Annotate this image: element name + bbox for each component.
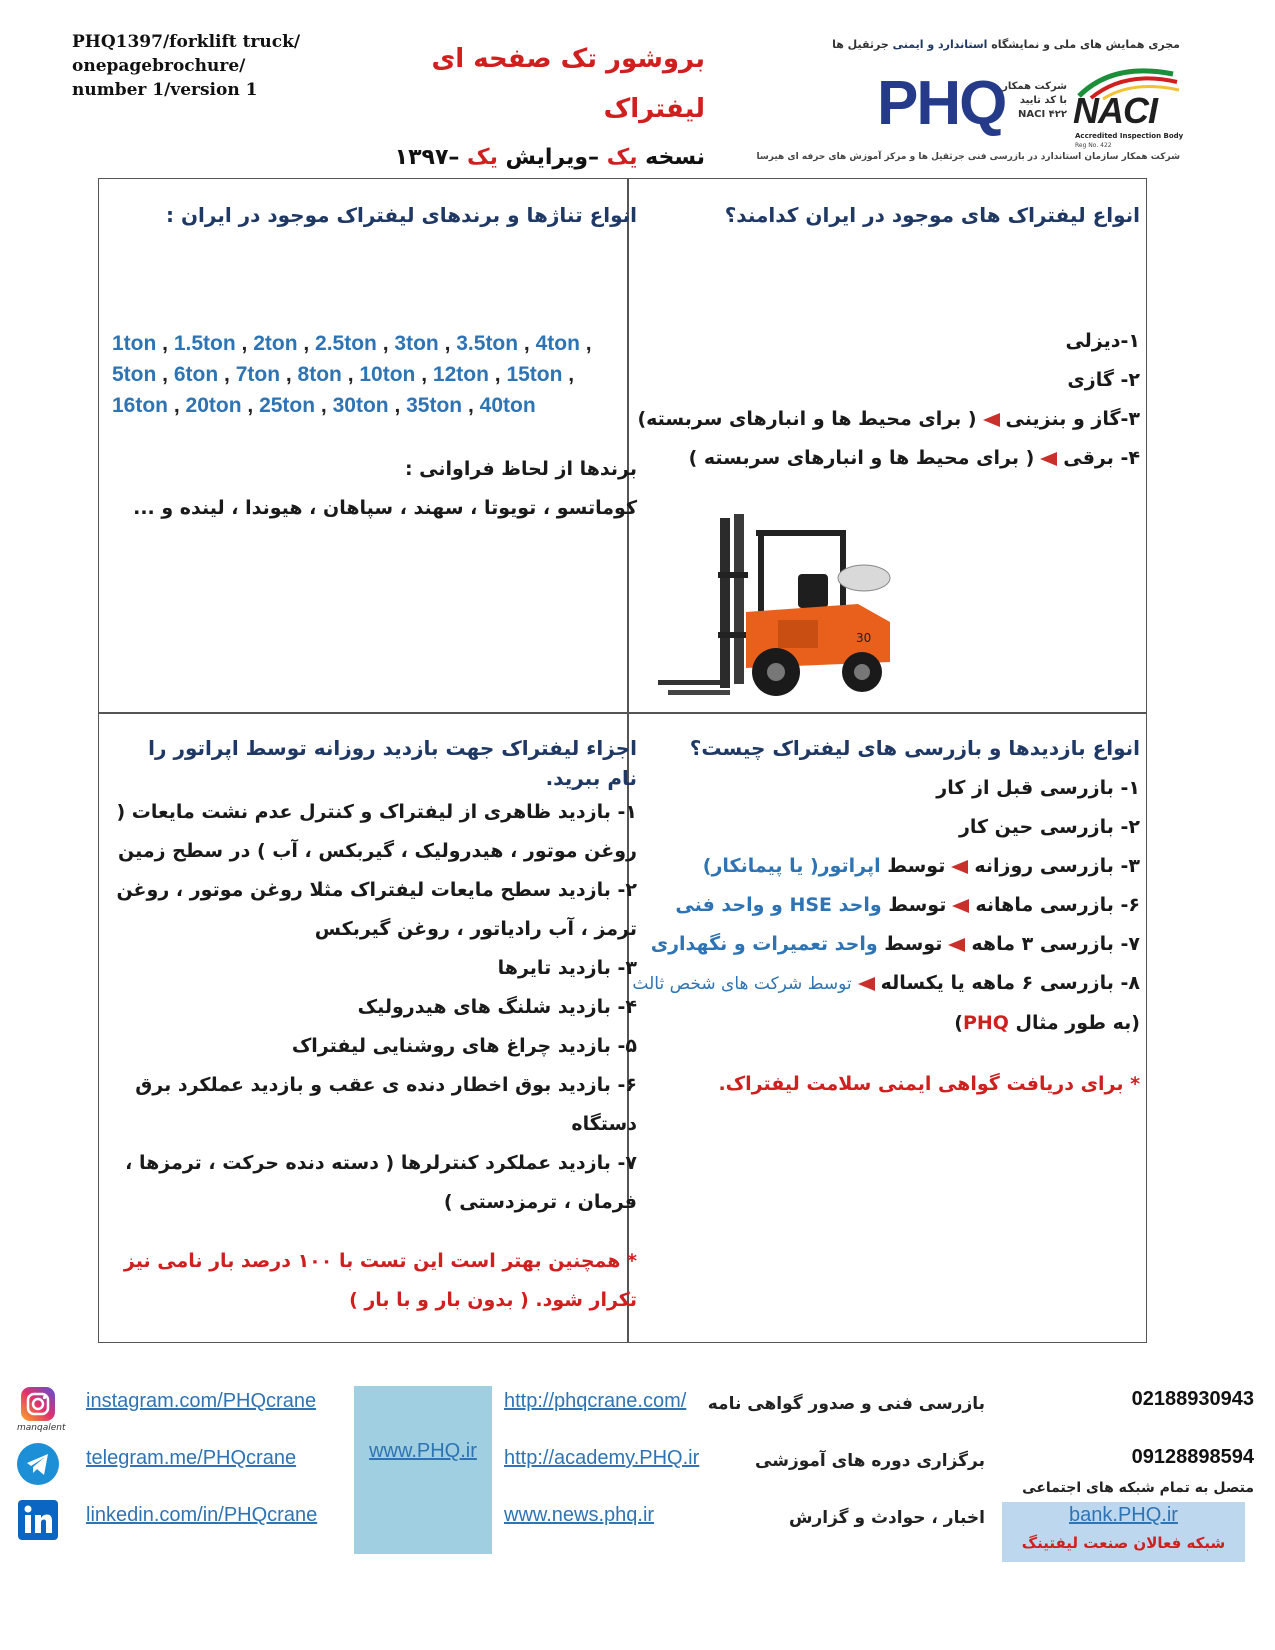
inspection-types-section <box>632 733 1140 1104</box>
list-item: ۲- بازدید سطح مایعات لیفتراک مثلا روغن موتور ، روغن ترمز ، آب رادیاتور ، روغن گیربکس <box>116 879 637 940</box>
logo-tagline: مجری همایش های ملی و نمایشگاه استاندارد و ایمنی جرثقیل ها <box>832 38 1180 51</box>
instagram-caption: manqalent <box>17 1423 66 1433</box>
contact-block <box>960 1388 1254 1498</box>
doc-code-line: PHQ1397/forklift truck/ <box>72 32 301 52</box>
daily-inspection-section <box>112 733 637 1320</box>
tonnage-item: 16ton <box>112 394 169 417</box>
tonnage-item: 30ton <box>332 394 389 417</box>
list-item: ۶- بازرسی ماهانهتوسط واحد HSE و واحد فنی <box>675 894 1140 916</box>
arrow-left-icon <box>948 938 965 952</box>
example-note: (به طور مثال PHQ) <box>954 1012 1140 1034</box>
tonnage-item: 6ton <box>173 363 219 386</box>
phone-number[interactable]: 02188930943 <box>1131 1388 1254 1410</box>
social-connected-note: متصل به تمام شبکه های اجتماعی <box>1022 1480 1254 1496</box>
news-link[interactable]: www.news.phq.ir <box>504 1504 655 1526</box>
site-link[interactable]: www.PHQ.ir <box>369 1440 477 1462</box>
tonnage-item: 3.5ton <box>456 332 519 355</box>
list-item: ۶- بازدید بوق اخطار دنده ی عقب و بازدید عملکرد برق دستگاه <box>135 1074 637 1135</box>
tonnage-item: 35ton <box>406 394 463 417</box>
linkedin-icon[interactable] <box>18 1500 58 1540</box>
tonnage-section <box>112 200 637 230</box>
tonnage-item: 15ton <box>506 363 563 386</box>
tonnage-item: 20ton <box>185 394 242 417</box>
tonnage-item: 7ton <box>235 363 281 386</box>
site-box <box>354 1386 492 1554</box>
tonnage-item: 25ton <box>259 394 316 417</box>
list-item: ۲- بازرسی حین کار <box>958 816 1140 838</box>
arrow-left-icon <box>1040 452 1057 466</box>
brands-list: کوماتسو ، تویوتا ، سهند ، سپاهان ، هیوندا ، لینده و ... <box>133 497 637 519</box>
tonnage-item: 2.5ton <box>315 332 377 355</box>
list-item: ۷- بازدید عملکرد کنترلرها ( دسته دنده حرکت ، ترمزها ، فرمان ، ترمزدستی ) <box>125 1152 637 1213</box>
title-block <box>350 34 705 178</box>
svg-text:30: 30 <box>856 631 872 645</box>
section-title: انواع بازدیدها و بازرسی های لیفتراک چیست؟ <box>689 736 1140 760</box>
list-item: ۸- بازرسی ۶ ماهه یا یکسالهتوسط شرکت های شخص ثالث <box>632 972 1140 994</box>
section-title: انواع تناژها و برندهای لیفتراک موجود در ایران : <box>165 203 637 227</box>
list-item: ۱-دیزلی <box>1065 330 1140 352</box>
list-item: ۴- بازدید شلنگ های هیدرولیک <box>357 996 637 1018</box>
brands-block <box>112 450 637 528</box>
brands-title: برندها از لحاظ فراوانی : <box>404 458 637 480</box>
brochure-title: بروشور تک صفحه ای <box>431 44 705 74</box>
tonnage-item: 3ton <box>394 332 439 355</box>
list-item: ۴- برقی( برای محیط ها و انبارهای سربسته ) <box>688 447 1140 469</box>
list-item: ۷- بازرسی ۳ ماههتوسط واحد تعمیرات و نگهداری <box>650 933 1140 955</box>
tonnage-item: 4ton <box>535 332 580 355</box>
logo-block <box>756 38 1184 168</box>
service-item: بازرسی فنی و صدور گواهی نامه <box>707 1394 985 1414</box>
bank-box <box>1002 1502 1245 1562</box>
tonnage-item: 10ton <box>359 363 416 386</box>
website-link[interactable]: http://phqcrane.com/ <box>504 1390 687 1412</box>
telegram-link[interactable]: telegram.me/PHQcrane <box>86 1447 297 1469</box>
list-item: ۵- بازدید چراغ های روشنایی لیفتراک <box>291 1035 637 1057</box>
arrow-left-icon <box>858 977 875 991</box>
list-item: ۲- گازی <box>1067 369 1140 391</box>
linkedin-link[interactable]: linkedin.com/in/PHQcrane <box>86 1504 318 1526</box>
bank-link[interactable]: bank.PHQ.ir <box>1069 1504 1178 1526</box>
list-item: ۳- بازرسی روزانهتوسط اپراتور( یا پیمانکار) <box>702 855 1140 877</box>
telegram-icon[interactable] <box>16 1442 60 1486</box>
doc-code-line: onepagebrochure/ <box>72 56 246 76</box>
tonnage-item: 12ton <box>432 363 489 386</box>
list-item: ۱- بازرسی قبل از کار <box>936 777 1140 799</box>
instagram-icon[interactable] <box>20 1386 56 1422</box>
phq-logo: PHQ <box>877 69 1006 138</box>
tonnage-item: 2ton <box>253 332 298 355</box>
arrow-left-icon <box>983 413 1000 427</box>
academy-link[interactable]: http://academy.PHQ.ir <box>504 1447 700 1469</box>
version-line: نسخه یک –ویرایش یک –۱۳۹۷ <box>394 145 705 170</box>
mobile-number[interactable]: 09128898594 <box>1131 1446 1254 1468</box>
tonnage-item: 1ton <box>112 332 157 355</box>
certificate-note: * برای دریافت گواهی ایمنی سلامت لیفتراک. <box>718 1073 1140 1095</box>
tonnage-list: 1ton , 1.5ton , 2ton , 2.5ton , 3ton , 3.5ton , 4ton , 5ton , 6ton , 7ton , 8ton , 10ton , 12ton , 15ton , 16ton , 20ton , 25ton , 30ton , 35ton , 40ton <box>112 332 592 417</box>
logo-footnote: شرکت همکار سازمان استاندارد در بازرسی فنی جرثقیل ها و مرکز آموزش های حرفه ای هیرسا <box>756 152 1180 162</box>
arrow-left-icon <box>952 899 969 913</box>
tonnage-item: 40ton <box>479 394 536 417</box>
document-code <box>72 30 332 102</box>
tonnage-item: 8ton <box>297 363 342 386</box>
brochure-subject: لیفتراک <box>603 94 705 124</box>
doc-code-line: number 1/version 1 <box>72 80 258 100</box>
tonnage-item: 1.5ton <box>173 332 236 355</box>
naci-logo: NACI Accredited Inspection Body Reg No. 422 <box>1073 60 1181 152</box>
arrow-left-icon <box>951 860 968 874</box>
forklift-types-section <box>637 200 1140 478</box>
tonnage-item: 5ton <box>112 363 157 386</box>
instagram-link[interactable]: instagram.com/PHQcrane <box>86 1390 317 1412</box>
list-item: ۳- بازدید تایرها <box>497 957 637 979</box>
partner-note: شرکت همکار با کد تایید NACI ۴۲۲ <box>1002 81 1067 120</box>
forklift-truck-image <box>658 512 898 702</box>
list-item: ۱- بازدید ظاهری از لیفتراک و کنترل عدم نشت مایعات ( روغن موتور ، هیدرولیک ، گیربکس ، آب ) در سطح زمین <box>116 801 637 862</box>
section-title: اجزاء لیفتراک جهت بازدید روزانه توسط اپراتور را نام ببرید. <box>148 736 637 790</box>
bank-note: شبکه فعالان صنعت لیفتینگ <box>1021 1534 1226 1552</box>
section-title: انواع لیفتراک های موجود در ایران کدامند؟ <box>724 203 1140 227</box>
load-test-note: * همچنین بهتر است این تست با ۱۰۰ درصد بار نامی نیز تکرار شود. ( بدون بار و با بار ) <box>123 1250 637 1311</box>
service-item: برگزاری دوره های آموزشی <box>755 1451 985 1471</box>
service-item: اخبار ، حوادث و گزارش <box>789 1508 985 1528</box>
list-item: ۳-گاز و بنزینی( برای محیط ها و انبارهای سربسته) <box>637 408 1140 430</box>
